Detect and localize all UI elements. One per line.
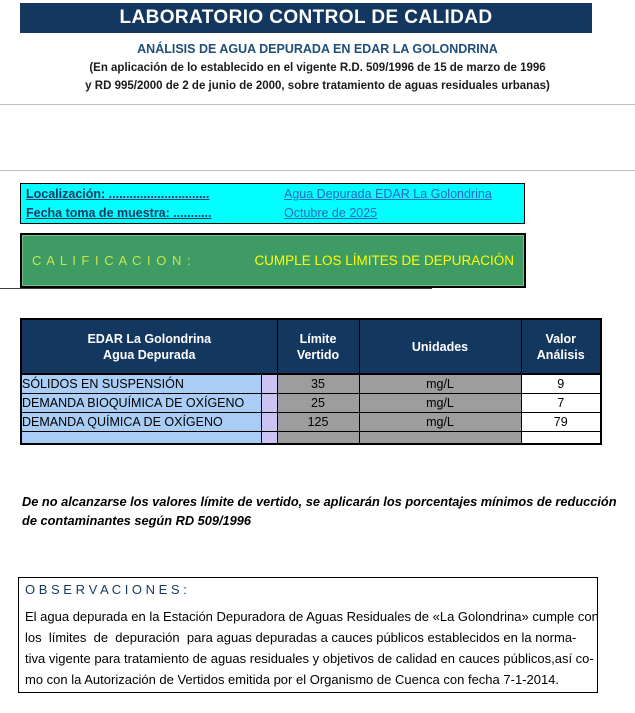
limit-cell: 25 [277, 393, 359, 412]
spacer-cell [261, 431, 277, 444]
analysis-value-cell [521, 431, 601, 444]
observations-box [18, 577, 598, 693]
observations-line-1: El agua depurada en la Estación Depuradora de Aguas Residuales de «La Golondrina» cumple con [25, 609, 599, 624]
qualification-status-value: CUMPLE LOS LÍMITES DE DEPURACIÓN [254, 253, 514, 268]
analysis-value-cell: 79 [521, 412, 601, 431]
table-row-empty [21, 431, 601, 444]
analysis-value-cell: 7 [521, 393, 601, 412]
parameter-cell: DEMANDA BIOQUÍMICA DE OXÍGENO [21, 393, 261, 412]
observations-label: O B S E R V A C I O N E S : [25, 582, 187, 597]
table-row [21, 412, 601, 431]
regulation-note-line-1: (En aplicación de lo establecido en el vigente R.D. 509/1996 de 15 de marzo de 1996 [89, 62, 546, 74]
report-title-bar [20, 3, 592, 33]
column-header-parameter-line1: EDAR La Golondrina [87, 331, 212, 346]
units-cell [359, 431, 521, 444]
footnote-line-1: De no alcanzarse los valores límite de vertido, se aplicarán los porcentajes mínimos de reducción [22, 494, 617, 509]
observations-line-2: los límites de depuración para aguas depuradas a cauces públicos establecidos en la norma- [25, 630, 577, 645]
parameter-cell: SÓLIDOS EN SUSPENSIÓN [21, 374, 261, 393]
column-header-units [359, 319, 521, 374]
column-header-units-label: Unidades [411, 339, 469, 354]
horizontal-divider [0, 170, 635, 171]
report-title: LABORATORIO CONTROL DE CALIDAD [119, 7, 493, 28]
horizontal-divider [0, 288, 432, 289]
spacer-cell [261, 393, 277, 412]
observations-line-4: mo con la Autorización de Vertidos emitida por el Organismo de Cuenca con fecha 7-1-2014. [25, 672, 560, 687]
sample-date-row [21, 204, 524, 223]
observations-line-3: tiva vigente para tratamiento de aguas residuales y objetivos de calidad en cauces públicos,así co- [25, 651, 594, 666]
column-header-limit-line1: Límite [299, 331, 337, 346]
limit-cell [277, 431, 359, 444]
sample-date-value-link[interactable]: Octubre de 2025 [284, 206, 378, 220]
units-cell: mg/L [359, 393, 521, 412]
analysis-value-cell: 9 [521, 374, 601, 393]
results-table [20, 318, 602, 445]
parameter-cell [21, 431, 261, 444]
column-header-limit [277, 319, 359, 374]
limit-cell: 125 [277, 412, 359, 431]
column-header-value-line1: Valor [545, 331, 577, 346]
table-header-row [21, 319, 601, 374]
column-header-parameter-line2: Agua Depurada [103, 347, 196, 362]
column-header-limit-line2: Vertido [296, 347, 340, 362]
column-header-parameter [21, 319, 277, 374]
column-header-value [521, 319, 601, 374]
spacer-cell [261, 412, 277, 431]
footnote [22, 492, 622, 530]
horizontal-divider [0, 104, 635, 105]
sample-date-label: Fecha toma de muestra: ........... [26, 206, 212, 220]
footnote-line-2: de contaminantes según RD 509/1996 [22, 513, 252, 528]
qualification-label: C A L I F I C A C I O N : [32, 253, 192, 268]
column-header-value-line2: Análisis [536, 347, 585, 362]
observations-text [25, 606, 599, 690]
spacer-cell [261, 374, 277, 393]
table-row [21, 393, 601, 412]
report-subtitle: ANÁLISIS DE AGUA DEPURADA EN EDAR LA GOLONDRINA [137, 42, 498, 56]
sample-info-box [20, 183, 525, 224]
location-value-link[interactable]: Agua Depurada EDAR La Golondrina [284, 187, 492, 201]
location-row [21, 185, 524, 204]
units-cell: mg/L [359, 412, 521, 431]
units-cell: mg/L [359, 374, 521, 393]
table-row [21, 374, 601, 393]
limit-cell: 35 [277, 374, 359, 393]
qualification-banner [20, 233, 526, 288]
regulation-note-line-2: y RD 995/2000 de 2 de junio de 2000, sobre tratamiento de aguas residuales urbanas) [85, 80, 550, 92]
parameter-cell: DEMANDA QUÍMICA DE OXÍGENO [21, 412, 261, 431]
location-label: Localización: ............................. [26, 187, 210, 201]
